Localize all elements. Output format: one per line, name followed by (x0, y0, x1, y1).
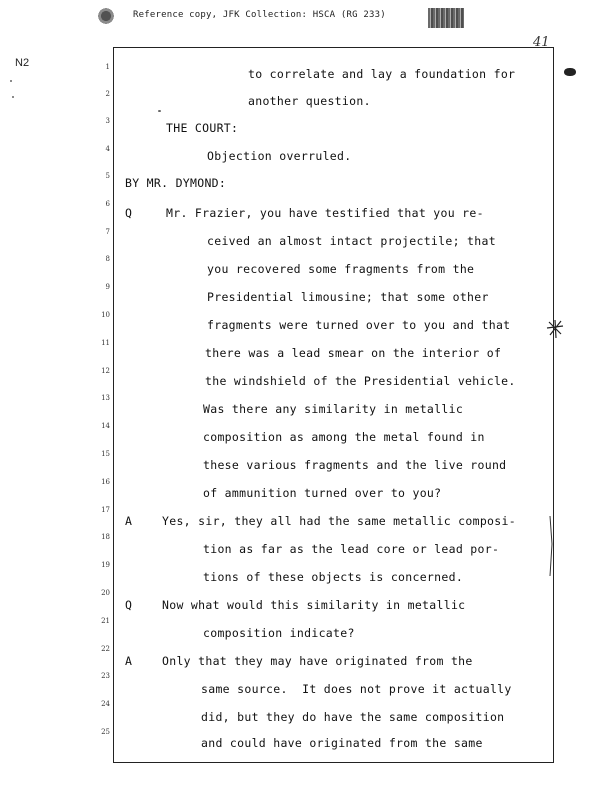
question-marker: Q (125, 598, 132, 612)
transcript-line: did, but they do have the same composition (201, 710, 505, 724)
transcript-line: another question. (248, 94, 371, 108)
transcript-line: tions of these objects is concerned. (203, 570, 464, 584)
line-number: 22 (101, 645, 110, 653)
line-number: 24 (101, 700, 110, 708)
line-number: 19 (101, 561, 110, 569)
line-number: 16 (101, 478, 110, 486)
transcript-line: there was a lead smear on the interior of (205, 346, 502, 360)
line-number: 9 (105, 283, 110, 291)
transcript-line: Was there any similarity in metallic (203, 402, 464, 416)
transcript-line: of ammunition turned over to you? (203, 486, 442, 500)
line-number: 4 (105, 145, 110, 153)
line-number: 20 (101, 589, 110, 597)
line-number: 2 (105, 90, 110, 98)
line-number: 25 (101, 728, 110, 736)
transcript-line: composition as among the metal found in (203, 430, 485, 444)
line-number: 3 (105, 117, 110, 125)
transcript-line: to correlate and lay a foundation for (248, 67, 516, 81)
transcript-line: Presidential limousine; that some other (207, 290, 489, 304)
line-number: 6 (105, 200, 110, 208)
transcript-line: these various fragments and the live round (203, 458, 507, 472)
transcript-line: Yes, sir, they all had the same metallic composi- (162, 514, 516, 528)
line-number: 23 (101, 672, 110, 680)
line-number: 14 (101, 422, 110, 430)
transcript-line: Only that they may have originated from the (162, 654, 473, 668)
line-number: 5 (105, 172, 110, 180)
margin-mark-icon (564, 68, 576, 76)
transcript-line: tion as far as the lead core or lead por- (203, 542, 500, 556)
redaction-stamp-icon (428, 8, 464, 28)
line-number: 21 (101, 617, 110, 625)
speaker-label: THE COURT: (166, 121, 239, 135)
line-number: 15 (101, 450, 110, 458)
line-number: 10 (101, 311, 110, 319)
transcript-line: and could have originated from the same (201, 736, 483, 750)
transcript-line: same source. It does not prove it actually (201, 682, 512, 696)
line-number: 11 (101, 339, 110, 347)
answer-marker: A (125, 514, 132, 528)
reference-header: Reference copy, JFK Collection: HSCA (RG 233) (133, 10, 386, 20)
transcript-line: the windshield of the Presidential vehicle. (205, 374, 516, 388)
answer-marker: A (125, 654, 132, 668)
page-number: 41 (533, 35, 550, 50)
transcript-line: you recovered some fragments from the (207, 262, 475, 276)
handwritten-margin-line-icon (546, 514, 556, 578)
transcript-line: Objection overruled. (207, 149, 352, 163)
examination-heading: BY MR. DYMOND: (125, 176, 227, 190)
transcript-line: composition indicate? (203, 626, 355, 640)
line-number: 8 (105, 255, 110, 263)
question-marker: Q (125, 206, 132, 220)
transcript-line: fragments were turned over to you and that (207, 318, 511, 332)
handwritten-asterisk-icon (545, 318, 567, 342)
transcript-line: ceived an almost intact projectile; that (207, 234, 496, 248)
transcript-line: Now what would this similarity in metallic (162, 598, 466, 612)
line-number-column (0, 0, 113, 791)
line-number: 1 (105, 63, 110, 71)
margin-note: N2 (15, 57, 30, 69)
line-number: 18 (101, 533, 110, 541)
transcript-line: Mr. Frazier, you have testified that you re- (166, 206, 484, 220)
line-number: 17 (101, 506, 110, 514)
line-number: 13 (101, 394, 110, 402)
line-number: 12 (101, 367, 110, 375)
line-number: 7 (105, 228, 110, 236)
